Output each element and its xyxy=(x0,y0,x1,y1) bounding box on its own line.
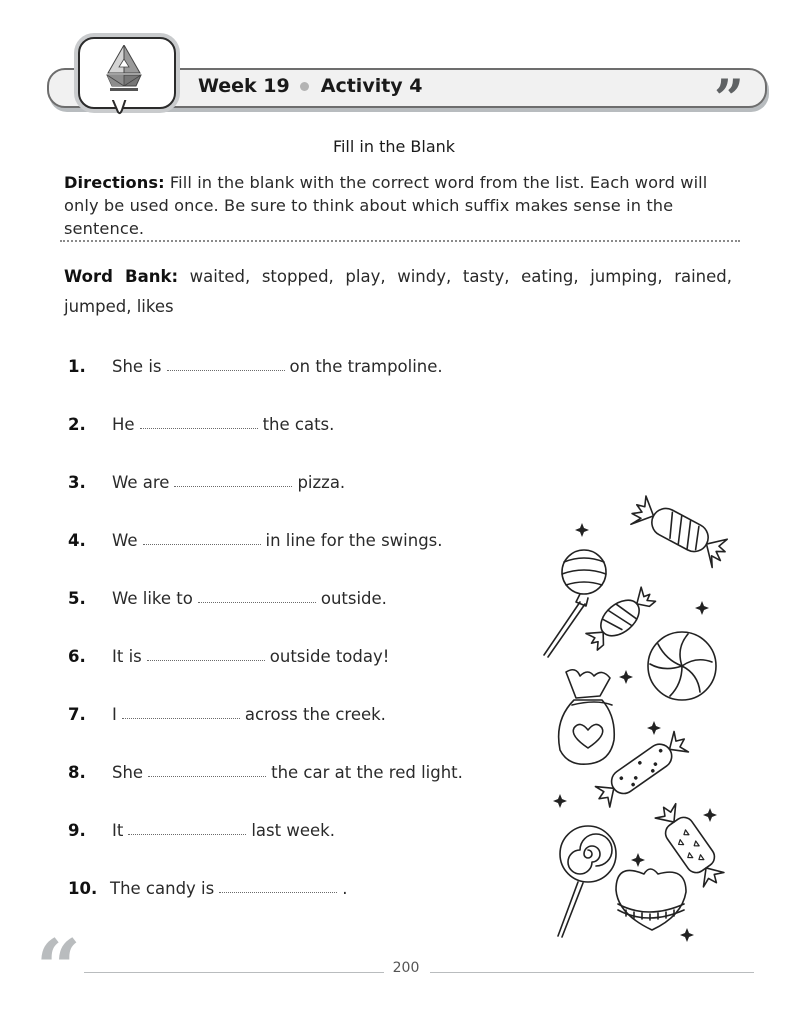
answer-blank[interactable] xyxy=(128,833,246,835)
question-item xyxy=(68,473,345,497)
answer-blank[interactable] xyxy=(122,717,240,719)
question-number: 10. xyxy=(68,879,98,898)
question-item xyxy=(68,705,386,729)
question-text-before: She is xyxy=(112,357,162,376)
open-quote-icon: “ xyxy=(36,923,73,1014)
question-text-before: She xyxy=(112,763,144,782)
answer-blank[interactable] xyxy=(140,427,258,429)
question-number: 5. xyxy=(68,589,86,608)
word-bank-words: waited, stopped, play, windy, tasty, eating, jumping, rained, jumped, likes xyxy=(64,267,733,316)
candy-illustration xyxy=(530,490,750,950)
question-item xyxy=(68,531,443,555)
answer-blank[interactable] xyxy=(167,369,285,371)
close-quote-icon: ” xyxy=(714,69,740,130)
directions-label: Directions: xyxy=(64,173,165,192)
wrapped-candy-icon xyxy=(582,583,658,653)
candy-bag-heart-icon xyxy=(559,670,615,764)
question-text-after: outside today! xyxy=(269,647,390,666)
question-number: 8. xyxy=(68,763,86,782)
lollipop-striped-icon xyxy=(544,550,606,657)
directions-text: Fill in the blank with the correct word from the list. Each word will only be used once. Be sure to think about which suffix makes sense in the sentence. xyxy=(64,173,708,238)
answer-blank[interactable] xyxy=(219,891,337,893)
directions xyxy=(64,171,736,240)
sailboat-icon xyxy=(104,45,144,93)
question-number: 3. xyxy=(68,473,86,492)
question-text-before: It is xyxy=(112,647,142,666)
question-text-after: pizza. xyxy=(297,473,346,492)
question-text-before: I xyxy=(112,705,117,724)
section-title: Fill in the Blank xyxy=(332,137,456,156)
question-text-after: the car at the red light. xyxy=(271,763,463,782)
question-text-after: across the creek. xyxy=(244,705,386,724)
question-number: 4. xyxy=(68,531,86,550)
lollipop-spiral-icon xyxy=(558,826,616,937)
page-title xyxy=(198,72,423,100)
answer-blank[interactable] xyxy=(174,485,292,487)
answer-blank[interactable] xyxy=(148,775,266,777)
question-item xyxy=(68,821,335,845)
word-bank-label: Word Bank: xyxy=(64,267,179,286)
question-number: 1. xyxy=(68,357,86,376)
question-item xyxy=(68,357,443,381)
wrapped-candy-dots-icon xyxy=(592,729,692,809)
title-separator-dot xyxy=(300,82,309,91)
question-number: 9. xyxy=(68,821,86,840)
question-item xyxy=(68,763,463,787)
question-text-after: in line for the swings. xyxy=(265,531,443,550)
question-text-after: on the trampoline. xyxy=(289,357,443,376)
question-number: 6. xyxy=(68,647,86,666)
question-number: 2. xyxy=(68,415,86,434)
footer-rule-right xyxy=(430,972,754,973)
question-text-after: last week. xyxy=(251,821,335,840)
question-text-after: the cats. xyxy=(262,415,335,434)
question-text-before: The candy is xyxy=(110,879,215,898)
wrapped-candy-icon xyxy=(627,494,730,569)
peppermint-candy-icon xyxy=(648,632,716,700)
answer-blank[interactable] xyxy=(198,601,316,603)
answer-blank[interactable] xyxy=(147,659,265,661)
week-label: Week 19 xyxy=(198,75,290,97)
question-text-before: We xyxy=(112,531,138,550)
heart-candy-icon xyxy=(616,869,686,930)
activity-label: Activity 4 xyxy=(320,75,423,97)
answer-blank[interactable] xyxy=(143,543,261,545)
question-number: 7. xyxy=(68,705,86,724)
question-text-after: . xyxy=(342,879,348,898)
question-text-before: He xyxy=(112,415,135,434)
question-text-after: outside. xyxy=(320,589,387,608)
question-item xyxy=(68,879,348,903)
question-item xyxy=(68,589,387,613)
page-number: 200 xyxy=(392,960,420,976)
word-bank xyxy=(64,262,732,322)
speech-bubble-tail xyxy=(112,98,134,116)
dotted-separator xyxy=(60,240,740,242)
question-text-before: We are xyxy=(112,473,170,492)
question-item xyxy=(68,415,334,439)
question-text-before: We like to xyxy=(112,589,193,608)
footer-rule-left xyxy=(84,972,384,973)
question-item xyxy=(68,647,389,671)
question-text-before: It xyxy=(112,821,124,840)
